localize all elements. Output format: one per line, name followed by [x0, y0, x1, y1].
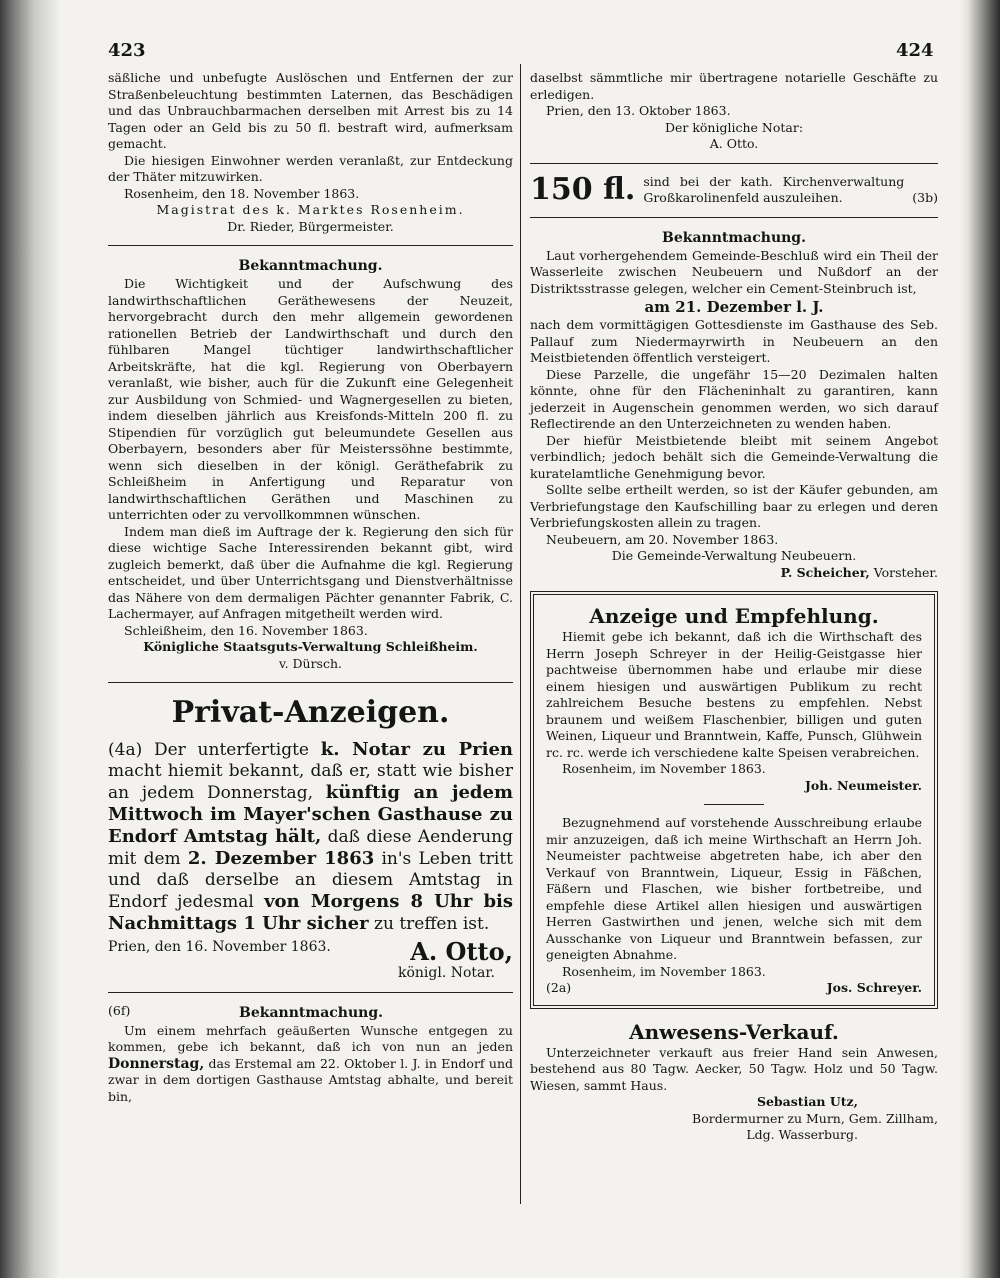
notar-continuation: daselbst sämmtliche mir übertragene notarielle Geschäfte zu erledigen. — [530, 70, 938, 102]
sale-signer: Sebastian Utz, — [756, 1094, 858, 1109]
advert-date-1: Rosenheim, im November 1863. — [562, 761, 766, 776]
notice3-paragraph-3: Der hiefür Meistbietende bleibt mit seinem Angebot verbindlich; jedoch behält sich die Gemeinde-Verwaltung die kuratelamtliche Genehmigung bevor. — [530, 432, 938, 481]
advert-paragraph-1: Hiemit gebe ich bekannt, daß ich die Wirthschaft des Herrn Joseph Schreyer in der Heilig-Geistgasse hier pachtweise übernommen habe und erlaube mir diese einem hiesigen und auswärtigen Publikum zu recht zahlreichem Besuche bestens zu empfehlen. Nebst braunem und weißem Flaschenbier, billigen und guten Weinen, Liqueur und Branntwein, Kaffe, Punsch, Glühwein rc. rc. werde ich verschiedene kalte Speisen verabreichen. — [546, 629, 922, 760]
intro-text-2: Die hiesigen Einwohner werden veranlaßt, zur Entdeckung der Thäter mitzuwirken. — [108, 152, 513, 184]
notar-signer: A. Otto, — [410, 937, 513, 966]
sale-address-2: Ldg. Wasserburg. — [746, 1127, 858, 1142]
notar-text-i: zu treffen ist. — [374, 914, 490, 934]
notar-cont-signer: A. Otto. — [709, 136, 759, 151]
advert-date-2: Rosenheim, im November 1863. — [562, 963, 766, 979]
magistrat-signer: Dr. Rieder, Bürgermeister. — [227, 218, 394, 234]
notice2-text-b: Donnerstag, — [108, 1055, 205, 1072]
notar-text-e: daß diese Aenderung mit dem — [108, 827, 514, 869]
magistrat-date: Rosenheim, den 18. November 1863. — [124, 185, 360, 201]
notice2-tag: (6f) — [108, 1002, 131, 1018]
advert-signer-2: Jos. Schreyer. — [826, 980, 922, 995]
magistrat-authority: Magistrat des k. Marktes Rosenheim. — [156, 202, 465, 217]
notice1-title: Bekanntmachung. — [238, 258, 383, 274]
notice3-paragraph-2: Diese Parzelle, die ungefähr 15—20 Dezimalen halten könnte, ohne für den Flächeninhalt zu garantiren, kann jederzeit in Augenschein genommen werden, wo sich darauf Reflectirende an den Unterzeichneten zu wenden haben. — [530, 366, 938, 431]
notar-text-b: k. Notar zu Prien — [320, 739, 513, 760]
advert-paragraph-2: Bezugnehmend auf vorstehende Ausschreibung erlaube mir anzuzeigen, daß ich meine Wirthschaft an Herrn Joh. Neumeister pachtweise abgetreten habe, ich aber den Verkauf von Branntwein, Liqueur, Essig in Fäßchen, Fäßern und Flaschen, wie bisher fortbetreibe, und empfehle diese Artikel allen hiesigen und auswärtigen Herren Gastwirthen und jenen, welche sich mit dem Ausschanke von Liqueur und Branntwein befassen, zur geneigten Abnahme. — [546, 815, 922, 962]
notice1-paragraph-1: Die Wichtigkeit und der Aufschwung des landwirthschaftlichen Geräthewesens der Neuzeit, hervorgebracht durch den mehr allgemein gewordenen rationellen Betrieb der Landwirthschaft und durch den fühlbaren Mangel tüchtiger landwirthschaftlicher Arbeitskräfte, hat die kgl. Regierung von Oberbayern veranlaßt, wie bisher, auch für die Zukunft eine Gelegenheit zur Ausbildung von Schmied- und Wagnergesellen zu bieten, indem dieselben jährlich aus Kreisfonds-Mitteln 200 fl. zu Stipendien für vorzüglich gut beleumundete Gesellen aus Oberbayern, besonders aber für Meisterssöhne bestimmte, wenn sich dieselben in der königl. Geräthefabrik zu Schleißheim in Anfertigung und Reparatur von landwirthschaftlichen Geräthen und Maschinen zu unterrichten oder zu vervollkommnen wünschen. — [108, 276, 513, 522]
notice3-paragraph-4: Sollte selbe ertheilt werden, so ist der Käufer gebunden, am Verbriefungstage den Kaufschilling baar zu erlegen und deren Verbriefungskosten allein zu tragen. — [530, 482, 938, 530]
notice1-date: Schleißheim, den 16. November 1863. — [124, 622, 368, 638]
notar-text-d: künftig an jedem Mittwoch im Mayer'schen Gasthause zu Endorf Amtstag hält, — [108, 782, 514, 847]
notar-text-c: macht hiemit bekannt, daß er, statt wie bisher an jedem Donnerstag, — [108, 761, 513, 803]
right-page-number: 424 — [896, 40, 934, 61]
advert-divider — [704, 804, 764, 805]
notar-announcement — [108, 739, 513, 935]
intro-text: säßliche und unbefugte Auslöschen und Entfernen der zur Straßenbeleuchtung bestimmten Laternen, das Beschädigen und das Unbrauchbarmachen derselben mit Arrest bis zu 14 Tagen oder an Geld bis zu 50 fl. bestraft wird, aufmerksam gemacht. — [108, 70, 513, 151]
notice2-text-a: Um einem mehrfach geäußerten Wunsche entgegen zu kommen, gebe ich bekannt, daß ich von nun an jeden — [108, 1022, 513, 1054]
sale-address-1: Bordermurner zu Murn, Gem. Zillham, — [692, 1110, 938, 1126]
advert-tag: (2a) — [546, 980, 572, 995]
sale-title: Anwesens-Verkauf. — [629, 1019, 839, 1044]
notar-date: Prien, den 16. November 1863. — [108, 939, 331, 955]
notice3-title: Bekanntmachung. — [662, 229, 806, 246]
notar-signer-title: königl. Notar. — [397, 965, 495, 981]
notice3-signer-title: Vorsteher. — [873, 564, 938, 580]
sale-text: Unterzeichneter verkauft aus freier Hand sein Anwesen, bestehend aus 80 Tagw. Aecker, 50 Tagw. Holz und 50 Tagw. Wiesen, sammt Haus. — [530, 1044, 938, 1093]
book-spine — [960, 0, 1000, 1278]
notar-tag: (4a) — [108, 740, 143, 760]
advert-sign-row — [546, 980, 922, 997]
advert-title: Anzeige und Empfehlung. — [589, 604, 879, 628]
notar-text-f: 2. Dezember 1863 — [187, 848, 375, 869]
advert-box — [530, 591, 938, 1009]
notice3-signer: P. Scheicher, — [780, 564, 870, 580]
right-column — [530, 70, 938, 1144]
notice1-paragraph-2: Indem man dieß im Auftrage der k. Regierung den sich für diese wichtige Sache Interessirenden bekannt gibt, wird zugleich bemerkt, daß über die Aufnahme die kgl. Regierung entscheidet, und über Unterrichtsgang und Dienstverhältnisse das Nähere von dem dermaligen Pächter genannter Fabrik, C. Lachermayer, auf Anfragen mitgetheilt werden wird. — [108, 523, 513, 621]
section-rule — [108, 992, 513, 993]
notar-sign-row — [108, 939, 513, 965]
section-rule — [530, 163, 938, 164]
left-page-number: 423 — [108, 40, 146, 61]
notice2-text-c: das Erstemal am 22. Oktober l. J. in Endorf und zwar in dem dortigen Gasthause Amtstag abhalte, und bereit bin, — [108, 1055, 513, 1104]
notice3-auction-date: am 21. Dezember l. J. — [644, 298, 824, 316]
notice1-authority: Königliche Staatsguts-Verwaltung Schleißheim. — [143, 639, 478, 654]
fl150-text: sind bei der kath. Kirchenverwaltung Großkarolinenfeld auszuleihen. — [643, 173, 905, 205]
notice3-date: Neubeuern, am 20. November 1863. — [546, 531, 779, 547]
privat-anzeigen-heading: Privat-Anzeigen. — [171, 695, 450, 730]
notice2-title: Bekanntmachung. — [239, 1004, 383, 1021]
section-rule — [108, 682, 513, 683]
notice3-paragraph-1b: nach dem vormittägigen Gottesdienste im Gasthause des Seb. Pallauf zum Niedermayrwirth in Neubeuern an den Meistbietenden öffentlich versteigert. — [530, 317, 938, 365]
notar-text-a: Der unterfertigte — [153, 740, 309, 760]
notice3-signature — [530, 565, 938, 582]
fl150-notice — [530, 174, 938, 207]
advert-signer-1: Joh. Neumeister. — [805, 777, 922, 793]
left-page-shadow — [0, 0, 60, 1278]
notar-office: Der königliche Notar: — [664, 119, 804, 135]
notar-text-h: von Morgens 8 Uhr bis Nachmittags 1 Uhr sicher — [108, 891, 514, 934]
notar-text-g: in's Leben tritt und daß derselbe an diesem Amtstag in Endorf jedesmal — [108, 849, 513, 912]
column-divider — [520, 64, 521, 1204]
notar-cont-date: Prien, den 13. Oktober 1863. — [546, 103, 731, 118]
fl150-tag: (3b) — [912, 190, 938, 205]
fl150-amount: 150 fl. — [530, 172, 636, 207]
notice3-paragraph-1a: Laut vorhergehendem Gemeinde-Beschluß wird ein Theil der Wasserleite zwischen Neubeuern und Nußdorf an der Distriktsstrasse gelegen, welcher ein Cement-Steinbruch ist, — [530, 247, 938, 296]
left-column — [108, 70, 513, 1105]
section-rule — [108, 245, 513, 246]
notice2-heading-row — [108, 1003, 513, 1023]
section-rule — [530, 217, 938, 218]
notice3-authority: Die Gemeinde-Verwaltung Neubeuern. — [611, 548, 857, 563]
notice2-text — [108, 1023, 513, 1106]
notice1-signer: v. Dürsch. — [278, 655, 342, 671]
